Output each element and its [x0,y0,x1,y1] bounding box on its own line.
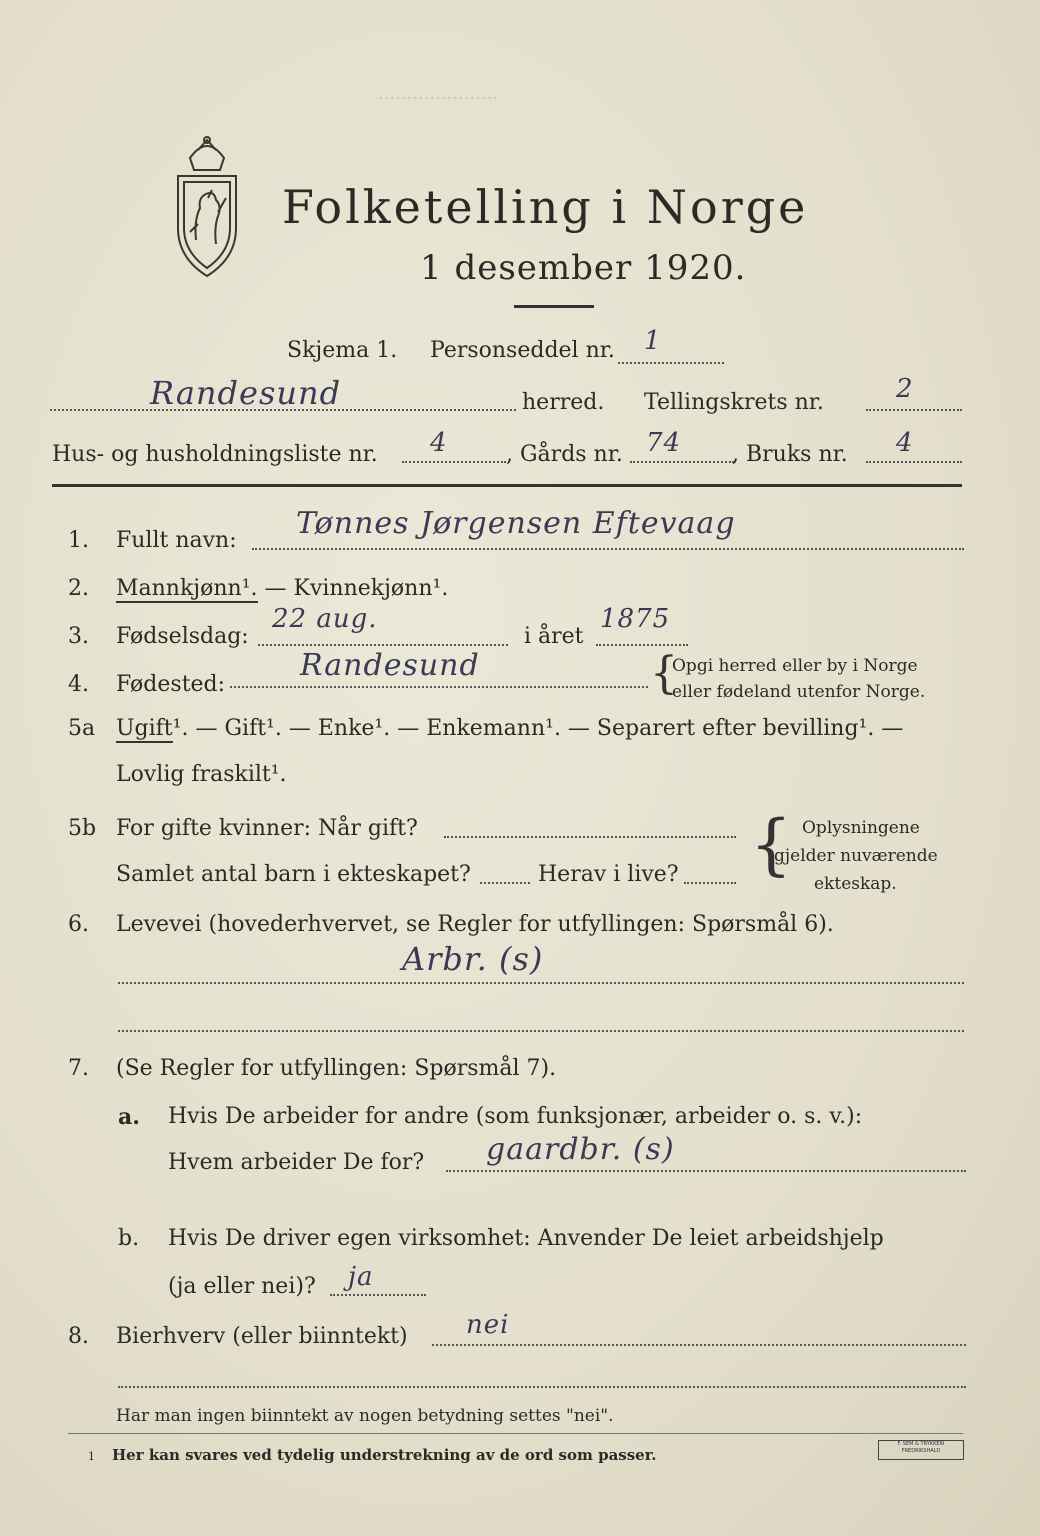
q4-note-line1: Opgi herred eller by i Norge [672,656,918,676]
employer-line [446,1170,966,1172]
bruks-value[interactable]: 4 [896,428,914,458]
q5b-brace: { [750,806,792,883]
occupation-line-1 [118,982,964,984]
q7a-label: Hvis De arbeider for andre (som funksjonær, arbeider o. s. v.): [168,1104,863,1129]
q4-note-line2: eller fødeland utenfor Norge. [672,682,926,702]
herred-label: herred. [522,390,605,415]
printer-stamp [878,1440,964,1460]
q4-label: Fødested: [116,672,226,697]
birthday-line [258,644,508,646]
full-name-value[interactable]: Tønnes Jørgensen Eftevaag [296,506,736,541]
hus-value[interactable]: 4 [430,428,448,458]
q5b-number: 5b [68,816,97,841]
hired-help-line [330,1294,426,1296]
unmarried-option[interactable]: Ugift [116,716,173,741]
children-line [480,882,530,884]
q2-line [116,576,448,601]
q5a-number: 5a [68,716,96,741]
occupation-value[interactable]: Arbr. (s) [402,940,544,978]
q5b-label: For gifte kvinner: Når gift? [116,816,418,841]
side-income-line-2 [118,1386,966,1388]
q5b-note-line3: ekteskap. [814,874,897,894]
hus-label: Hus- og husholdningsliste nr. [52,442,378,467]
personseddel-label: Personseddel nr. [430,338,615,363]
q6-label: Levevei (hovederhvervet, se Regler for utfyllingen: Spørsmål 6). [116,912,834,937]
q1-label: Fullt navn: [116,528,237,553]
alive-label: Herav i live? [538,862,679,887]
birth-year-value[interactable]: 1875 [600,604,671,634]
personseddel-line [618,362,724,364]
bruks-label: , Bruks nr. [732,442,848,467]
q6-number: 6. [68,912,89,937]
children-label: Samlet antal barn i ekteskapet? [116,862,471,887]
birth-year-line [596,644,688,646]
gards-line [630,461,734,463]
herred-value[interactable]: Randesund [150,374,342,412]
gards-label: , Gårds nr. [506,442,623,467]
personseddel-value[interactable]: 1 [644,326,662,356]
hired-help-value[interactable]: ja [348,1262,374,1292]
q3-number: 3. [68,624,89,649]
employer-label: Hvem arbeider De for? [168,1150,425,1175]
gards-value[interactable]: 74 [646,428,682,458]
bruks-line [866,461,962,463]
q2-number: 2. [68,576,89,601]
section-divider [52,484,962,487]
q7a-letter: a. [118,1104,140,1130]
q5b-note-line2: gjelder nuværende [774,846,938,866]
tellingskrets-label: Tellingskrets nr. [644,390,824,415]
divorced-option[interactable]: Lovlig fraskilt¹. [116,762,287,787]
printer-stamp-line2: FREDRIKSHALD [901,1448,941,1454]
norway-coat-of-arms-icon [168,128,246,280]
q5b-note-line1: Oplysningene [802,818,920,838]
footer-note: Har man ingen biinntekt av nogen betydning settes "nei". [116,1406,614,1426]
birthplace-value[interactable]: Randesund [300,648,480,683]
side-income-line [432,1344,966,1346]
full-name-line [252,548,964,550]
q4-number: 4. [68,672,89,697]
skjema-label: Skjema 1. [287,338,398,363]
q8-label: Bierhverv (eller biinntekt) [116,1324,408,1349]
q5a-line [116,716,903,741]
q1-number: 1. [68,528,89,553]
marital-options[interactable]: ¹. — Gift¹. — Enke¹. — Enkemann¹. — Separert efter bevilling¹. — [172,716,904,741]
footnote-mark: 1 [88,1450,95,1463]
q8-number: 8. [68,1324,89,1349]
tellingskrets-value[interactable]: 2 [896,374,914,404]
bleed-through-text: ····················· [378,88,499,109]
q3-label: Fødselsdag: [116,624,249,649]
birth-year-label: i året [524,624,584,649]
census-date: 1 desember 1920. [420,248,747,288]
hus-line [402,461,506,463]
q7-label: (Se Regler for utfyllingen: Spørsmål 7). [116,1056,557,1081]
birthday-value[interactable]: 22 aug. [272,604,378,634]
q7b-letter: b. [118,1226,140,1251]
q4-brace: { [650,648,678,699]
printer-stamp-line1: F. SEM & TRYKKERI [897,1441,945,1447]
employer-value[interactable]: gaardbr. (s) [486,1132,675,1167]
q7-number: 7. [68,1056,89,1081]
footer-divider [68,1433,963,1434]
title-divider [514,305,594,308]
married-when-line [444,836,736,838]
side-income-value[interactable]: nei [466,1310,510,1340]
footnote-text: Her kan svares ved tydelig understrekning av de ord som passer. [112,1446,657,1464]
alive-line [684,882,736,884]
birthplace-line [230,686,648,688]
form-title: Folketelling i Norge [282,180,809,234]
q7b-label: Hvis De driver egen virksomhet: Anvender De leiet arbeidshjelp [168,1226,884,1251]
occupation-line-2 [118,1030,964,1032]
female-option[interactable]: — Kvinnekjønn¹. [257,576,449,601]
male-option[interactable]: Mannkjønn¹. [116,576,258,601]
tellingskrets-line [866,409,962,411]
hired-help-label: (ja eller nei)? [168,1274,316,1299]
